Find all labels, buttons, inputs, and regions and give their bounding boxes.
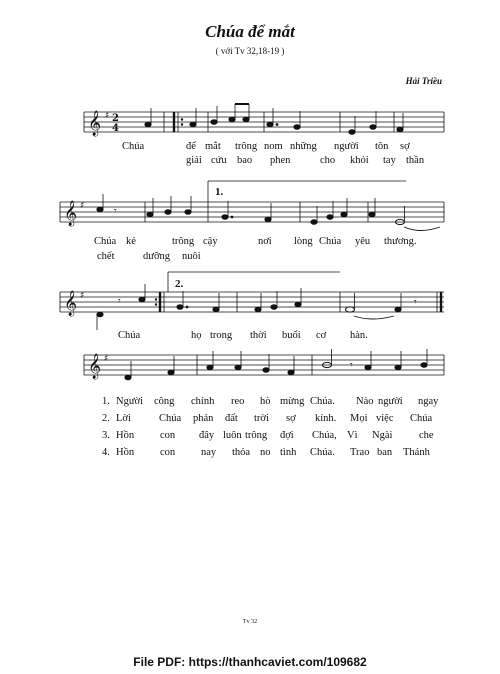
lyric-word: khỏi — [350, 155, 369, 166]
lyric-word: việc — [376, 413, 394, 424]
lyric-word: kẻ — [126, 236, 136, 247]
first-ending-label: 1. — [215, 186, 224, 198]
lyric-word: đợi — [280, 430, 294, 441]
lyric-word: Nào — [356, 396, 374, 407]
lyric-word: hàn. — [350, 330, 368, 341]
staff-system-1 — [84, 112, 444, 132]
lyric-word: người — [334, 141, 359, 152]
lyric-word: thỏa — [232, 447, 251, 458]
lyric-word: nay — [201, 447, 217, 458]
lyric-word: tôn — [375, 141, 389, 152]
lyric-word: trông — [235, 141, 258, 152]
lyric-word: dưỡng — [143, 251, 170, 262]
song-title: Chúa để mắt — [205, 22, 295, 41]
svg-text:𝄾: 𝄾 — [114, 206, 117, 217]
lyric-word: phán — [193, 413, 214, 424]
lyric-word: công — [154, 396, 175, 407]
lyric-word: luôn — [223, 430, 242, 441]
lyric-word: cứu — [211, 155, 227, 166]
treble-clef-icon: 𝄞 — [64, 291, 78, 316]
lyric-word: đây — [199, 430, 215, 441]
lyric-word: thương. — [384, 236, 417, 247]
lyric-word: Thánh — [403, 447, 430, 458]
lyric-word: Chúa, — [312, 430, 337, 441]
lyric-word: trời — [254, 413, 269, 424]
lyric-word: thời — [250, 330, 267, 341]
lyric-word: bao — [237, 155, 253, 166]
lyric-word: trông — [172, 236, 195, 247]
verse-number: 2. — [102, 413, 110, 424]
song-subtitle: ( với Tv 32,18-19 ) — [215, 46, 285, 56]
lyric-word: Chúa. — [310, 447, 335, 458]
lyric-word: nơi — [258, 236, 272, 247]
lyric-word: giải — [186, 155, 202, 166]
lyric-word: nom — [264, 141, 283, 152]
lyric-word: con — [160, 430, 176, 441]
key-signature-sharp-icon: ♯ — [80, 201, 85, 211]
lyric-word: ban — [377, 447, 393, 458]
lyric-word: người — [378, 396, 403, 407]
lyric-word: Chúa — [94, 236, 117, 247]
lyric-word: che — [419, 430, 434, 441]
lyric-word: sợ — [286, 413, 296, 424]
key-signature-sharp-icon: ♯ — [105, 111, 110, 121]
composer-name: Hải Triều — [405, 76, 442, 86]
lyric-word: yêu — [355, 236, 371, 247]
time-signature-top: 2 — [112, 113, 119, 124]
lyric-word: mắt — [205, 141, 221, 152]
lyric-word: Hồn — [116, 430, 135, 441]
lyric-word: Hồn — [116, 447, 135, 458]
lyric-word: Chúa — [410, 413, 433, 424]
treble-clef-icon: 𝄞 — [64, 201, 78, 226]
lyric-word: thần — [406, 155, 425, 166]
lyric-word: Người — [116, 396, 143, 407]
lyric-word: reo — [231, 396, 245, 407]
lyric-word: Lời — [116, 413, 131, 424]
key-signature-sharp-icon: ♯ — [80, 291, 85, 301]
lyric-word: Ngài — [372, 430, 393, 441]
lyric-word: tình — [280, 447, 297, 458]
lyric-word: Chúa. — [310, 396, 335, 407]
lyric-word: cho — [320, 155, 336, 166]
lyric-word: nuôi — [182, 251, 201, 262]
lyric-word: buổi — [282, 330, 301, 341]
lyric-word: cơ — [316, 330, 327, 341]
lyric-word: trông — [245, 430, 268, 441]
verse-number: 4. — [102, 447, 110, 458]
lyric-word: Chúa — [159, 413, 182, 424]
lyric-word: Chúa — [122, 141, 145, 152]
lyric-word: kính. — [315, 413, 337, 424]
lyric-word: tay — [383, 155, 396, 166]
lyric-word: hò — [260, 396, 271, 407]
lyric-word: chính — [191, 396, 215, 407]
lyric-word: Vì — [347, 430, 358, 441]
treble-clef-icon: 𝄞 — [88, 111, 102, 136]
verse-number: 3. — [102, 430, 110, 441]
lyric-word: cậy — [203, 236, 218, 247]
lyric-word: lòng — [294, 236, 313, 247]
pdf-link[interactable]: File PDF: https://thanhcaviet.com/109682 — [133, 655, 367, 669]
lyric-word: sợ — [400, 141, 410, 152]
svg-text:𝄾: 𝄾 — [118, 296, 121, 307]
lyric-word: con — [160, 447, 176, 458]
verse-number: 1. — [102, 396, 110, 407]
svg-text:𝄾: 𝄾 — [414, 297, 417, 308]
lyric-word: trong — [210, 330, 233, 341]
page-number: Tv 32 — [242, 619, 258, 625]
lyric-word: ngay — [418, 396, 439, 407]
time-signature-bottom: 4 — [112, 123, 119, 134]
lyric-word: họ — [191, 330, 202, 341]
key-signature-sharp-icon: ♯ — [104, 354, 109, 364]
lyric-word: chết — [97, 251, 115, 262]
lyric-word: những — [290, 141, 317, 152]
lyric-word: Chúa — [118, 330, 141, 341]
lyric-word: mừng — [280, 396, 305, 407]
lyric-word: no — [260, 447, 271, 458]
staff-system-2 — [60, 181, 444, 222]
notes-system-1 — [145, 104, 403, 134]
lyric-word: để — [186, 141, 196, 152]
footer-pdf-link[interactable] — [0, 655, 500, 669]
lyric-word: Chúa — [319, 236, 342, 247]
treble-clef-icon: 𝄞 — [88, 354, 102, 379]
lyric-word: phen — [270, 155, 291, 166]
lyric-word: đất — [225, 413, 238, 424]
svg-text:𝄾: 𝄾 — [350, 360, 353, 371]
lyric-word: Mọi — [350, 413, 368, 424]
second-ending-label: 2. — [175, 278, 184, 290]
lyric-word: Trao — [350, 447, 370, 458]
